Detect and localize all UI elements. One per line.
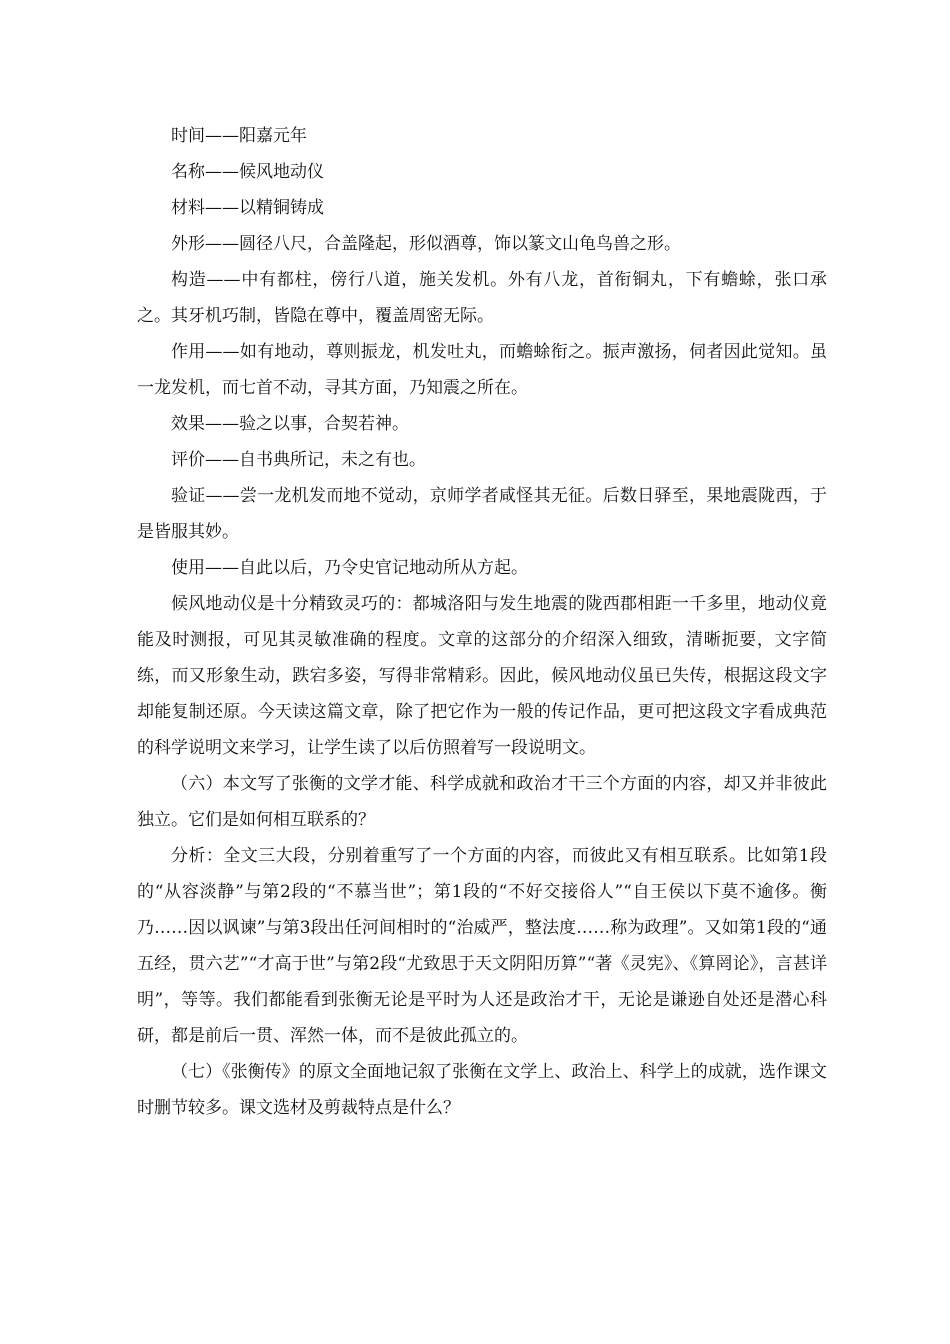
paragraph-analysis: 分析：全文三大段，分别着重写了一个方面的内容，而彼此又有相互联系。比如第1段的“从容淡静”与第2段的“不慕当世”；第1段的“不好交接俗人”“自王侯以下莫不逾侈。衡乃……因以讽谏”与第3段出任河间相时的“治威严，整法度……称为政理”。又如第1段的“通五经，贯六艺”“才高于世”与第2段“尤致思于天文阴阳历算”“著《灵宪》、《算罔论》，言甚详明”，等等。我们都能看到张衡无论是平时为人还是政治才干，无论是谦逊自处还是潜心科研，都是前后一贯、浑然一体，而不是彼此孤立的。 <box>137 846 827 1046</box>
paragraph-usage: 使用——自此以后，乃令史官记地动所从方起。 <box>171 558 528 578</box>
paragraph-commentary: 候风地动仪是十分精致灵巧的：都城洛阳与发生地震的陇西郡相距一千多里，地动仪竟能及时测报，可见其灵敏准确的程度。文章的这部分的介绍深入细致，清晰扼要，文字简练，而又形象生动，跌宕多姿，写得非常精彩。因此，候风地动仪虽已失传，根据这段文字却能复制还原。今天读这篇文章，除了把它作为一般的传记作品，更可把这段文字看成典范的科学说明文来学习，让学生读了以后仿照着写一段说明文。 <box>137 594 827 758</box>
document-body <box>137 118 827 1126</box>
paragraph-question-six: （六）本文写了张衡的文学才能、科学成就和政治才干三个方面的内容，却又并非彼此独立。它们是如何相互联系的？ <box>137 774 827 830</box>
paragraph-function: 作用——如有地动，尊则振龙，机发吐丸，而蟾蜍衔之。振声激扬，伺者因此觉知。虽一龙发机，而七首不动，寻其方面，乃知震之所在。 <box>137 342 827 398</box>
paragraph-material: 材料——以精铜铸成 <box>171 198 324 218</box>
paragraph-name: 名称——候风地动仪 <box>171 162 324 182</box>
paragraph-evaluation: 评价——自书典所记，未之有也。 <box>171 450 426 470</box>
paragraph-verification: 验证——尝一龙机发而地不觉动，京师学者咸怪其无征。后数日驿至，果地震陇西，于是皆服其妙。 <box>137 486 827 542</box>
paragraph-effect: 效果——验之以事，合契若神。 <box>171 414 409 434</box>
paragraph-shape: 外形——圆径八尺，合盖隆起，形似酒尊，饰以篆文山龟鸟兽之形。 <box>171 234 681 254</box>
paragraph-question-seven: （七）《张衡传》的原文全面地记叙了张衡在文学上、政治上、科学上的成就，选作课文时删节较多。课文选材及剪裁特点是什么？ <box>137 1062 827 1118</box>
paragraph-structure: 构造——中有都柱，傍行八道，施关发机。外有八龙，首衔铜丸，下有蟾蜍，张口承之。其牙机巧制，皆隐在尊中，覆盖周密无际。 <box>137 270 827 326</box>
paragraph-time: 时间——阳嘉元年 <box>171 126 307 146</box>
